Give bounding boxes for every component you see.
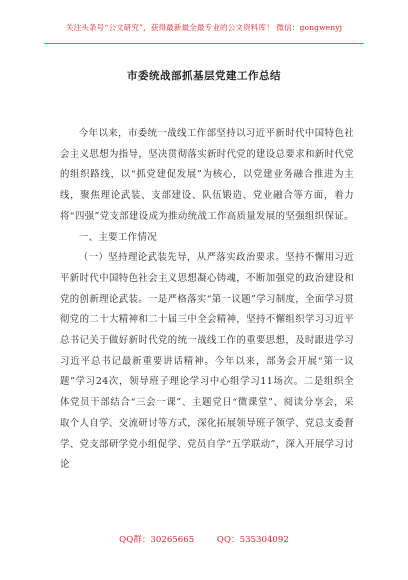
- footer-contact: [0, 533, 408, 545]
- body-paragraph: （一）坚持理论武装先导，从严落实政治要求。坚持不懈用习近平新时代中国特色社会主义思想凝心铸魂，不断加强党的政治建设和党的创新理论武装。一是严格落实“第一议题”学习制度，全面学习贯彻党的二十大精神和二十届三中全会精神，坚持不懈组织学习习近平总书记关于做好新时代党的统一战线工作的重要思想，及时跟进学习习近平总书记最新重要讲话精神。今年以来，部务会开展“第一议题”学习24次，领导班子理论学习中心组学习11场次。二是组织全体党员干部结合“三会一课”、主题党日“微课堂”、阅读分享会，采取个人自学、交流研讨等方式，深化拓展领导班子领学、党总支委督学、党支部研学党小组促学、党员自学“五学联动”，深入开展学习讨论: [60, 252, 354, 471]
- document-title: 市委统战部抓基层党建工作总结: [127, 70, 281, 82]
- document-body: [60, 124, 354, 476]
- footer-qq-group: QQ群：30265665: [119, 535, 195, 545]
- section-heading: 一、主要工作情况: [78, 231, 157, 243]
- footer-qq: QQ：535304092: [216, 535, 289, 545]
- intro-paragraph: 今年以来，市委统一战线工作部坚持以习近平新时代中国特色社会主义思想为指导，坚决贯彻落实新时代党的建设总要求和新时代党的组织路线，以“抓党建促发展”为核心，以党建业务融合推进为主线，聚焦理论武装、支部建设、队伍锻造、党业融合等方面，着力将“四强”党支部建设成为推动统战工作高质量发展的坚强组织保证。: [60, 128, 354, 222]
- header-divider: [44, 43, 364, 44]
- header-banner: 关注头条号“公文研究”，获得最新最全最专业的公文资料库！ 微信：gongwenyj: [65, 23, 343, 32]
